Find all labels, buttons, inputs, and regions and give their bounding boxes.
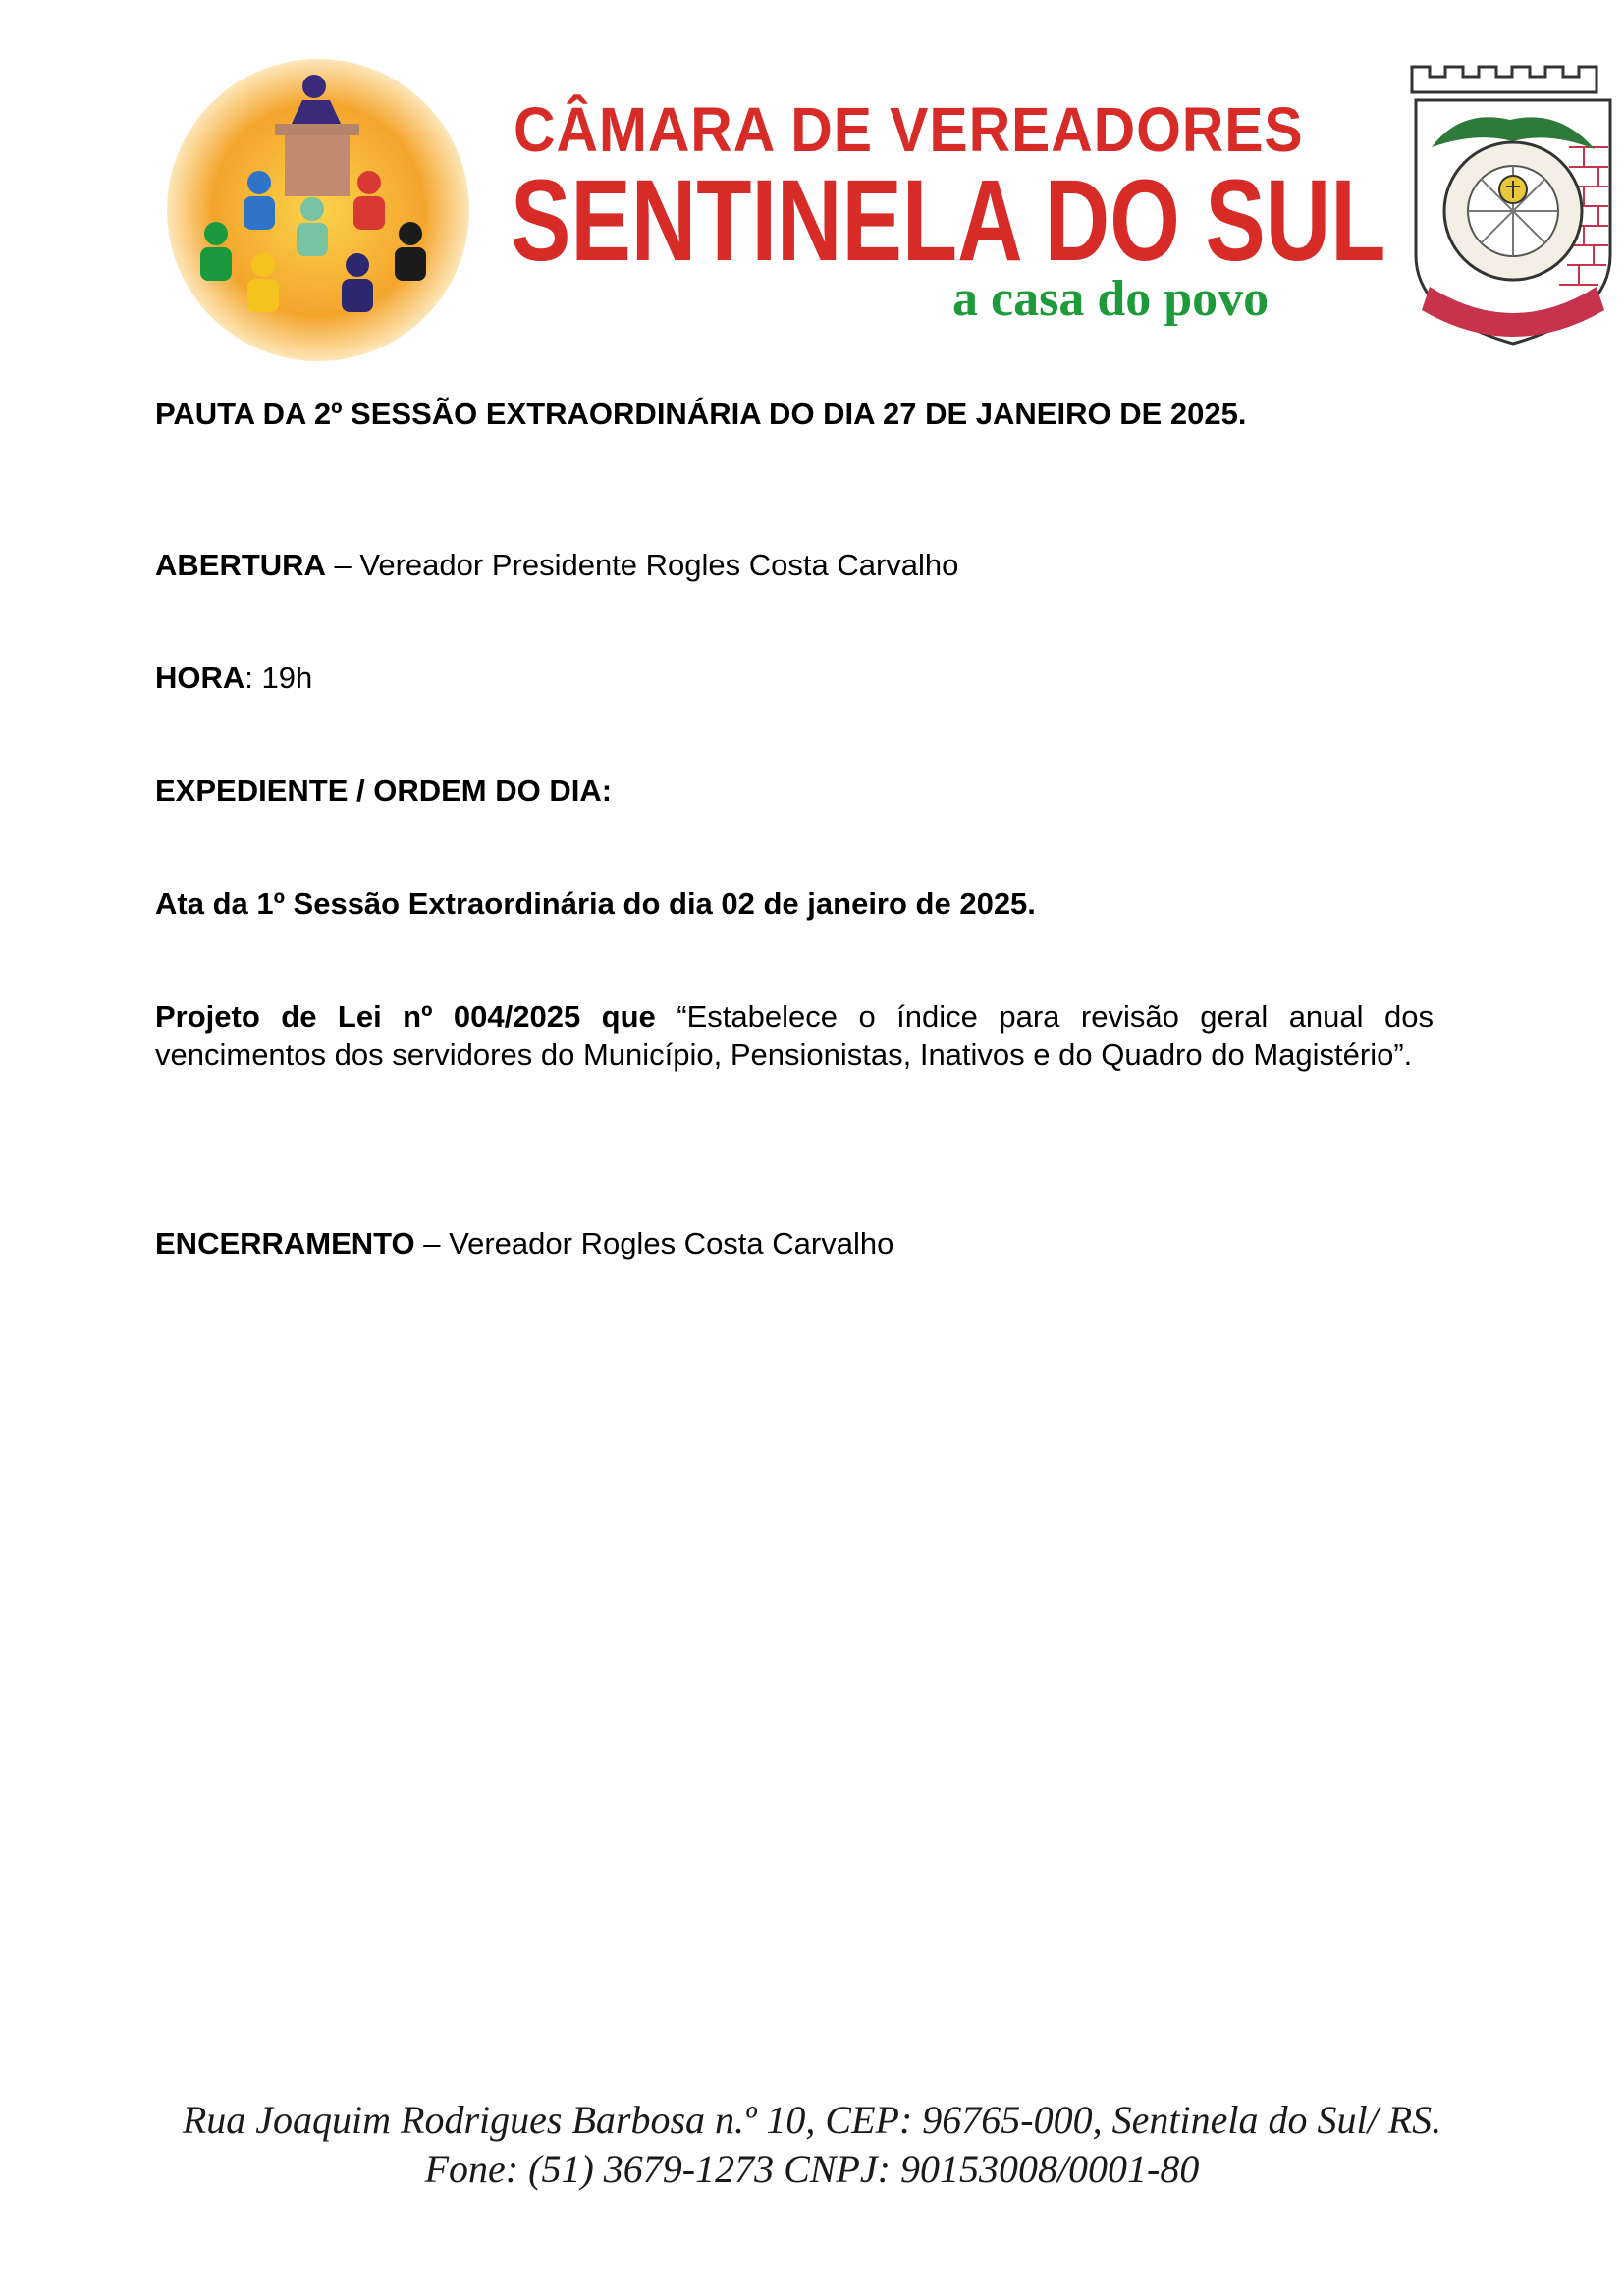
encerramento-line [155, 1224, 1434, 1262]
expediente-heading: EXPEDIENTE / ORDEM DO DIA: [155, 774, 613, 808]
municipal-coat-of-arms-icon [1402, 59, 1624, 353]
hora-text: : 19h [244, 661, 313, 695]
hora-label: HORA [155, 661, 245, 695]
abertura-text: – Vereador Presidente Rogles Costa Carvalho [325, 548, 959, 582]
ata-item: Ata da 1º Sessão Extraordinária do dia 02 de janeiro de 2025. [155, 886, 1036, 921]
projeto-text: “Estabelece o índice para revisão geral anual dos vencimentos dos servidores do Município, Pensionistas, Inativos e do Quadro do Magistério”. [155, 999, 1434, 1072]
projeto-label: Projeto de Lei nº 004/2025 que [155, 999, 656, 1034]
hora-line [155, 659, 1434, 697]
document-title: PAUTA DA 2º SESSÃO EXTRAORDINÁRIA DO DIA 27 DE JANEIRO DE 2025. [155, 397, 1247, 431]
org-tagline: a casa do povo [952, 271, 1270, 327]
footer-contact: Fone: (51) 3679-1273 CNPJ: 90153008/0001-80 [424, 2147, 1200, 2191]
org-title-line1: CÂMARA DE VEREADORES [514, 94, 1304, 165]
footer-address: Rua Joaquim Rodrigues Barbosa n.º 10, CEP: 96765-000, Sentinela do Sul/ RS. [182, 2098, 1442, 2142]
encerramento-text: – Vereador Rogles Costa Carvalho [414, 1226, 894, 1260]
abertura-line [155, 546, 1434, 584]
encerramento-label: ENCERRAMENTO [155, 1226, 415, 1260]
people-podium-logo-icon [165, 57, 471, 363]
projeto-lei-item [155, 997, 1434, 1074]
abertura-label: ABERTURA [155, 548, 326, 582]
org-title-line2: SENTINELA DO SUL [511, 156, 1386, 286]
